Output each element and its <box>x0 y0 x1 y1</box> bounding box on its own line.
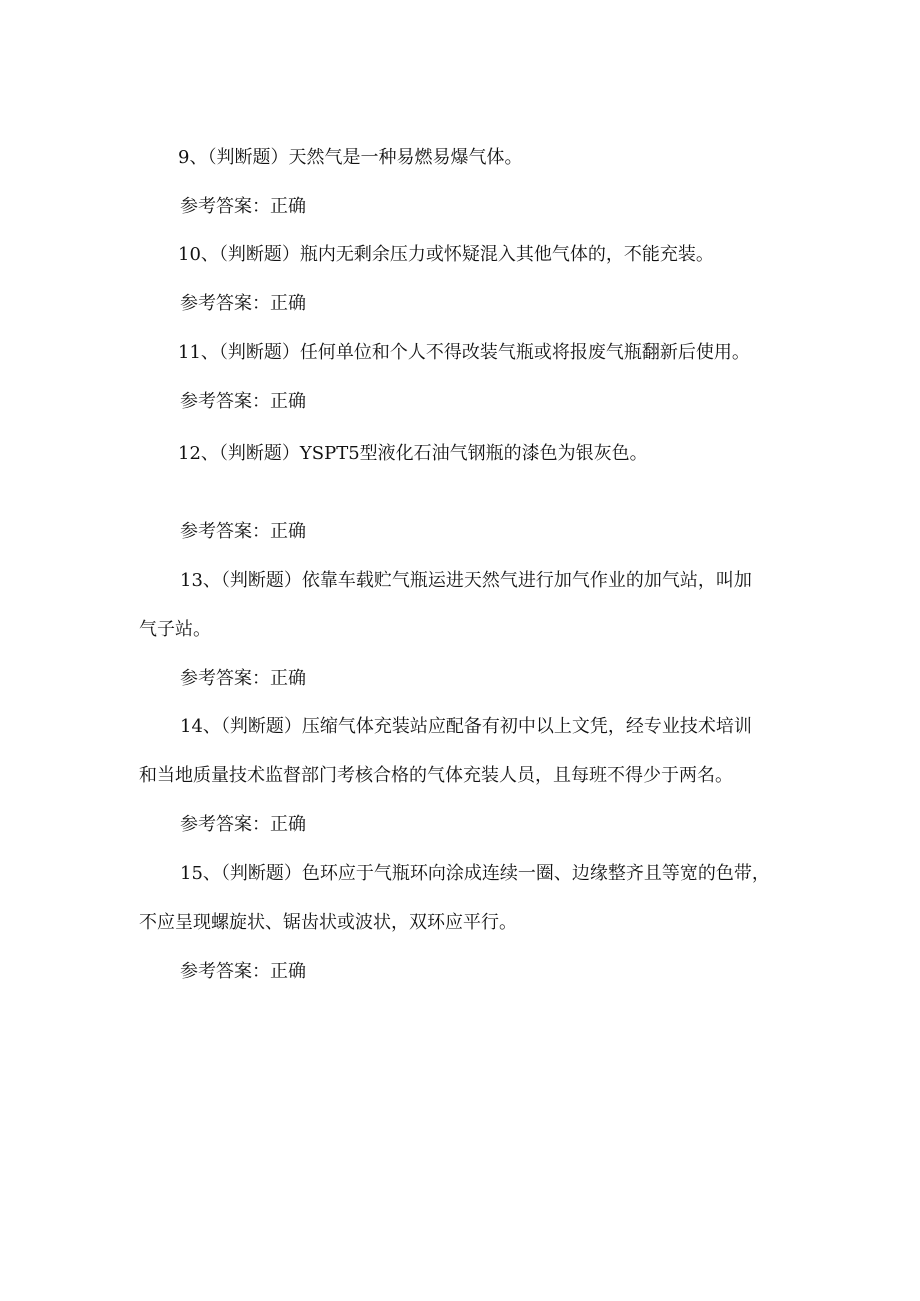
question-14-stem-line1: 14、（判断题）压缩气体充装站应配备有初中以上文凭，经专业技术培训 <box>180 716 752 737</box>
question-15-stem-line2: 不应呈现螺旋状、锯齿状或波状，双环应平行。 <box>139 912 517 933</box>
question-9-answer: 参考答案：正确 <box>180 196 306 217</box>
question-12-stem: 12、（判断题）YSPT5型液化石油气钢瓶的漆色为银灰色。 <box>178 443 648 464</box>
question-12-answer: 参考答案：正确 <box>180 521 306 542</box>
question-13-stem-line2: 气子站。 <box>139 619 211 640</box>
question-14-stem-line2: 和当地质量技术监督部门考核合格的气体充装人员，且每班不得少于两名。 <box>139 765 733 786</box>
question-13-answer: 参考答案：正确 <box>180 668 306 689</box>
question-11-stem: 11、（判断题）任何单位和个人不得改装气瓶或将报废气瓶翻新后使用。 <box>178 342 750 363</box>
question-10-stem: 10、（判断题）瓶内无剩余压力或怀疑混入其他气体的，不能充装。 <box>178 244 714 265</box>
question-11-answer: 参考答案：正确 <box>180 391 306 412</box>
question-15-answer: 参考答案：正确 <box>180 961 306 982</box>
question-10-answer: 参考答案：正确 <box>180 293 306 314</box>
question-13-stem-line1: 13、（判断题）依靠车载贮气瓶运进天然气进行加气作业的加气站，叫加 <box>180 570 752 591</box>
question-9-stem: 9、（判断题）天然气是一种易燃易爆气体。 <box>178 147 523 168</box>
question-15-stem-line1: 15、（判断题）色环应于气瓶环向涂成连续一圈、边缘整齐且等宽的色带， <box>180 863 770 884</box>
question-14-answer: 参考答案：正确 <box>180 814 306 835</box>
